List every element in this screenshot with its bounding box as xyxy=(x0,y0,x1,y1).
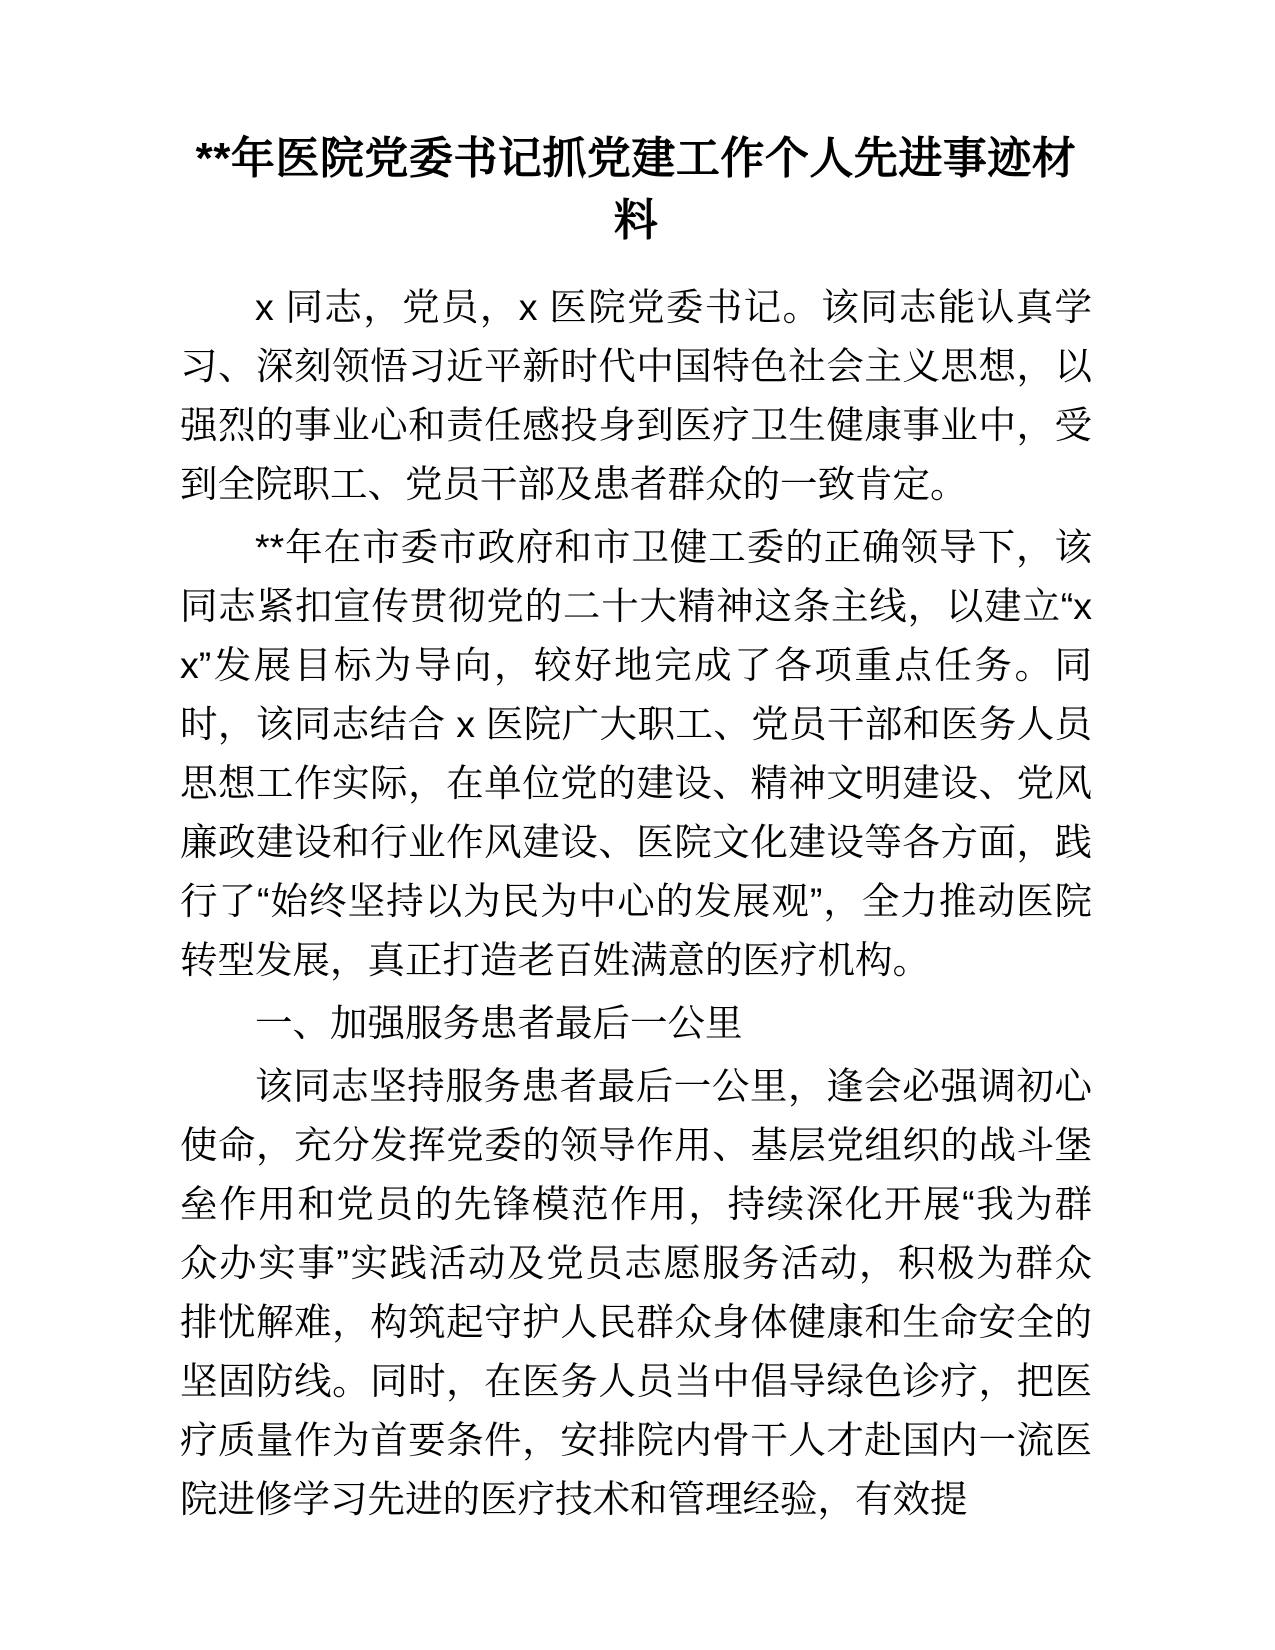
body-paragraph: **年在市委市政府和市卫健工委的正确领导下，该同志紧扣宣传贯彻党的二十大精神这条主线，以建立“xx”发展目标为导向，较好地完成了各项重点任务。同时，该同志结合 x 医院广大职工、党员干部和医务人员思想工作实际，在单位党的建设、精神文明建设、党风廉政建设和行业作风建设、医院文化建设等各方面，践行了“始终坚持以为民为中心的发展观”，全力推动医院转型发展，真正打造老百姓满意的医疗机构。 xyxy=(180,526,1092,981)
section-heading: 一、加强服务患者最后一公里 xyxy=(255,1002,743,1044)
body-paragraph: x 同志，党员，x 医院党委书记。该同志能认真学习、深刻领悟习近平新时代中国特色社会主义思想，以强烈的事业心和责任感投身到医疗卫生健康事业中，受到全院职工、党员干部及患者群众的一致肯定。 xyxy=(180,286,1092,505)
document-content xyxy=(180,128,1092,1529)
body-paragraph: 该同志坚持服务患者最后一公里，逢会必强调初心使命，充分发挥党委的领导作用、基层党组织的战斗堡垒作用和党员的先锋模范作用，持续深化开展“我为群众办实事”实践活动及党员志愿服务活动，积极为群众排忧解难，构筑起守护人民群众身体健康和生命安全的坚固防线。同时，在医务人员当中倡导绿色诊疗，把医疗质量作为首要条件，安排院内骨干人才赴国内一流医院进修学习先进的医疗技术和管理经验，有效提 xyxy=(180,1065,1092,1520)
document-title: **年医院党委书记抓党建工作个人先进事迹材料 xyxy=(195,134,1077,245)
